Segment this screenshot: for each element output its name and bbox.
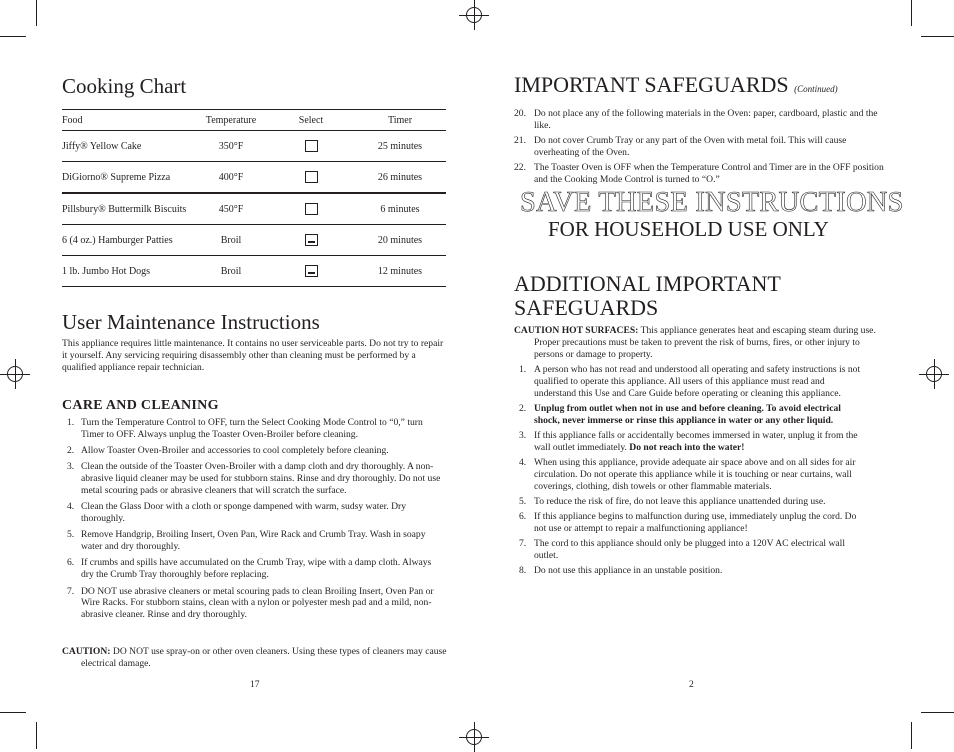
- list-item: [62, 557, 446, 581]
- crop-mark: [911, 722, 912, 749]
- header-timer: Timer: [354, 110, 446, 131]
- bake-mode-icon: [305, 203, 318, 215]
- list-item: [62, 461, 446, 496]
- item-number: 7.: [67, 585, 75, 597]
- temperature-cell: 450°F: [194, 193, 268, 225]
- item-number: 6.: [67, 557, 75, 569]
- item-text: If this appliance begins to malfunction during use, immediately unplug the cord. Do not use or attempt to repair a malfunctioning appliance!: [534, 511, 857, 535]
- cooking-chart-table: [62, 109, 446, 287]
- select-cell: [268, 131, 354, 162]
- item-number: 2.: [67, 445, 75, 457]
- header-food: Food: [62, 110, 194, 131]
- timer-cell: 26 minutes: [354, 162, 446, 194]
- item-text: When using this appliance, provide adequate air space above and on all sides for air circulation. Do not operate this appliance while it is touching or near curtains, wall coverings, clothing, dish towels or other flammable materials.: [534, 457, 856, 492]
- item-text: Do not use this appliance in an unstable position.: [534, 565, 723, 577]
- list-item: [62, 501, 446, 525]
- item-text: A person who has not read and understood all operating and safety instructions is not qualified to operate this appliance. All users of this appliance must read and understand this Use and Care Guide before operating or cleaning this appliance.: [534, 364, 861, 399]
- timer-cell: 6 minutes: [354, 193, 446, 225]
- table-row: [62, 225, 446, 256]
- item-number: 3.: [519, 429, 527, 441]
- save-instructions-title: SAVE THESE INSTRUCTIONS: [520, 187, 904, 218]
- crop-mark: [921, 36, 954, 37]
- safeguards-title: [514, 72, 838, 98]
- list-item: [514, 511, 869, 535]
- item-text: Turn the Temperature Control to OFF, turn the Select Cooking Mode Control to “0,” turn Timer to OFF. Always unplug the Toaster Oven-Broiler before cleaning.: [81, 417, 423, 440]
- page-number-right: 2: [689, 679, 694, 690]
- registration-mark-icon: [0, 359, 30, 389]
- timer-cell: 20 minutes: [354, 225, 446, 256]
- registration-mark-icon: [459, 0, 489, 30]
- registration-mark-icon: [459, 722, 489, 752]
- additional-safeguards-list: [514, 364, 869, 581]
- food-cell: 1 lb. Jumbo Hot Dogs: [62, 256, 194, 287]
- temperature-cell: Broil: [194, 256, 268, 287]
- safeguards-title-text: IMPORTANT SAFEGUARDS: [514, 72, 795, 97]
- crop-mark: [921, 712, 954, 713]
- item-number: 1.: [519, 364, 527, 375]
- list-item: [514, 162, 889, 186]
- page-number-left: 17: [250, 679, 260, 690]
- list-item: [62, 586, 446, 621]
- food-cell: DiGiorno® Supreme Pizza: [62, 162, 194, 194]
- item-number: 3.: [67, 461, 75, 473]
- item-text: If crumbs and spills have accumulated on the Crumb Tray, wipe with a damp cloth. Always dry the Crumb Tray thoroughly before replacing.: [81, 557, 432, 581]
- item-number: 20.: [514, 108, 526, 119]
- item-text: Do not cover Crumb Tray or any part of the Oven with metal foil. This will cause overheating of the Oven.: [534, 135, 847, 158]
- timer-cell: 25 minutes: [354, 131, 446, 162]
- list-item: [514, 430, 869, 454]
- item-text: Do not place any of the following materials in the Oven: paper, cardboard, plastic and the like.: [534, 108, 878, 131]
- safeguards-list: [514, 108, 889, 189]
- item-text: Clean the Glass Door with a cloth or sponge dampened with warm, sudsy water. Dry thoroughly.: [81, 501, 407, 525]
- item-text: The cord to this appliance should only be plugged into a 120V AC electrical wall outlet.: [534, 538, 846, 562]
- list-item: [514, 403, 869, 427]
- header-temperature: Temperature: [194, 110, 268, 131]
- maintenance-title: User Maintenance Instructions: [62, 310, 320, 334]
- item-text: Allow Toaster Oven-Broiler and accessories to cool completely before cleaning.: [81, 445, 389, 457]
- maintenance-intro: This appliance requires little maintenance. It contains no user serviceable parts. Do not try to repair it yourself. Any servicing requiring disassembly other than cleaning must be performed by a qualified appliance repair technician.: [62, 338, 444, 373]
- broil-mode-icon: [305, 265, 318, 277]
- item-number: 7.: [519, 538, 527, 550]
- list-item: [514, 538, 869, 562]
- item-number: 21.: [514, 135, 526, 147]
- caution-note: [62, 646, 453, 670]
- crop-mark: [36, 0, 37, 26]
- additional-title-line2: SAFEGUARDS: [514, 295, 659, 320]
- table-row: [62, 256, 446, 287]
- item-number: 8.: [519, 565, 527, 577]
- continued-label: (Continued): [794, 84, 838, 94]
- food-cell: 6 (4 oz.) Hamburger Patties: [62, 225, 194, 256]
- timer-cell: 12 minutes: [354, 256, 446, 287]
- temperature-cell: 350°F: [194, 131, 268, 162]
- select-cell: [268, 256, 354, 287]
- list-item: [514, 108, 889, 132]
- additional-safeguards-title: [514, 272, 781, 320]
- caution-text: DO NOT use spray-on or other oven cleaners. Using these types of cleaners may cause electrical damage.: [81, 646, 447, 669]
- hot-surface-label: CAUTION HOT SURFACES:: [514, 325, 639, 336]
- item-text: DO NOT use abrasive cleaners or metal scouring pads to clean Broiling Insert, Oven Pan or Wire Racks. For stubborn stains, clean with a nylon or polyester mesh pad and a mild, non-abrasive cleaner. Rinse and dry thoroughly.: [81, 585, 434, 621]
- select-cell: [268, 193, 354, 225]
- item-text: If this appliance falls or accidentally becomes immersed in water, unplug it from the wall outlet immediately.: [534, 429, 858, 453]
- registration-mark-icon: [919, 359, 949, 389]
- household-use-subtitle: FOR HOUSEHOLD USE ONLY: [548, 217, 829, 241]
- care-cleaning-list: [62, 417, 446, 625]
- additional-title-line1: ADDITIONAL IMPORTANT: [514, 271, 781, 296]
- temperature-cell: 400°F: [194, 162, 268, 194]
- item-number: 5.: [519, 495, 527, 507]
- hot-surface-text: This appliance generates heat and escaping steam during use. Proper precautions must be taken to prevent the risk of burns, fires, or other injury to persons or damage to property.: [534, 325, 876, 360]
- select-cell: [268, 162, 354, 194]
- item-text: Clean the outside of the Toaster Oven-Broiler with a damp cloth and dry thoroughly. A non-abrasive liquid cleaner may be used for stubborn stains. Rinse and dry thoroughly. Do not use metal scouring pads or abrasive cleaners that will scratch the surface.: [81, 461, 441, 496]
- header-select: Select: [268, 110, 354, 131]
- item-number: 4.: [519, 457, 527, 469]
- list-item: [514, 496, 869, 508]
- list-item: [62, 529, 446, 553]
- item-number: 2.: [519, 402, 527, 414]
- cooking-chart-title: Cooking Chart: [62, 74, 187, 98]
- item-number: 22.: [514, 162, 526, 174]
- list-item: [514, 565, 869, 577]
- item-text: The Toaster Oven is OFF when the Temperature Control and Timer are in the OFF position and the Cooking Mode Control is turned to “O.”: [534, 162, 884, 185]
- broil-mode-icon: [305, 234, 318, 246]
- food-cell: Jiffy® Yellow Cake: [62, 131, 194, 162]
- food-cell: Pillsbury® Buttermilk Biscuits: [62, 193, 194, 225]
- item-bold-text: Unplug from outlet when not in use and before cleaning. To avoid electrical shock, never immerse or rinse this appliance in water or any other liquid.: [534, 402, 841, 426]
- list-item: [514, 364, 869, 399]
- item-number: 5.: [67, 529, 75, 541]
- list-item: [62, 417, 446, 441]
- chart-header-row: [62, 110, 446, 131]
- crop-mark: [0, 712, 26, 713]
- table-row: [62, 131, 446, 162]
- list-item: [514, 135, 889, 159]
- select-cell: [268, 225, 354, 256]
- list-item: [62, 445, 446, 457]
- bake-mode-icon: [305, 171, 318, 183]
- list-item: [514, 457, 869, 492]
- hot-surface-caution: [514, 325, 889, 360]
- item-number: 6.: [519, 511, 527, 523]
- item-text: To reduce the risk of fire, do not leave this appliance unattended during use.: [534, 495, 826, 507]
- temperature-cell: Broil: [194, 225, 268, 256]
- table-row: [62, 162, 446, 194]
- crop-mark: [0, 36, 26, 37]
- care-cleaning-title: CARE AND CLEANING: [62, 398, 219, 413]
- table-row: [62, 193, 446, 225]
- item-number: 4.: [67, 501, 75, 513]
- caution-label: CAUTION:: [62, 646, 111, 657]
- crop-mark: [911, 0, 912, 26]
- item-bold-text: Do not reach into the water!: [629, 441, 745, 453]
- item-number: 1.: [67, 417, 75, 428]
- item-text: Remove Handgrip, Broiling Insert, Oven Pan, Wire Rack and Crumb Tray. Wash in soapy water and dry thoroughly.: [81, 529, 426, 553]
- bake-mode-icon: [305, 140, 318, 152]
- crop-mark: [36, 722, 37, 749]
